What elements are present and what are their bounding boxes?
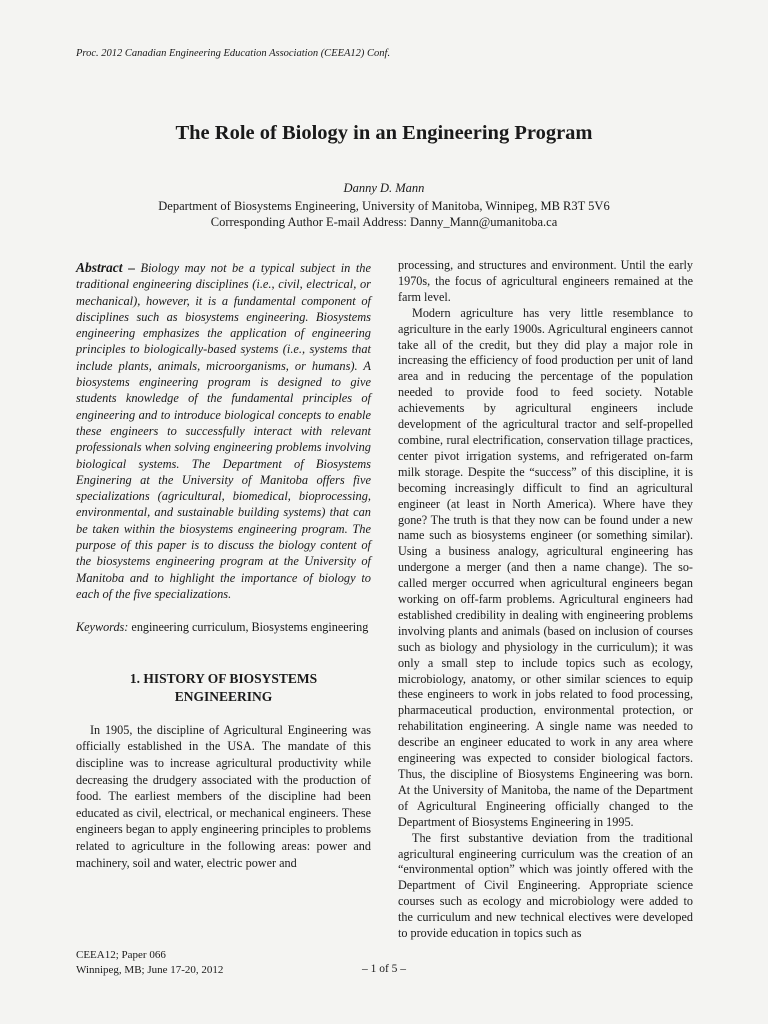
affiliation: Department of Biosystems Engineering, University of Manitoba, Winnipeg, MB R3T 5V6 bbox=[158, 199, 610, 213]
paragraph: The first substantive deviation from the traditional agricultural engineering curriculum was the creation of an “environmental option” which was jointly offered with the Department of Civil Engineering. Appropriate science courses such as ecology and microbiology were added to the curriculum and new technical electives were developed to provide education in topics such as bbox=[398, 830, 693, 941]
footer-paper-id: CEEA12; Paper 066 bbox=[76, 949, 166, 961]
section-paragraph: In 1905, the discipline of Agricultural Engineering was officially established in the USA. The mandate of this discipline was to increase agricultural productivity while decreasing the drudgery associated with the production of food. The earliest members of the discipline had been educated as civil, electrical, or mechanical engineers. These engineers began to apply engineering principles to problems related to agriculture in the following areas: power and machinery, soil and water, electric power and bbox=[76, 722, 371, 870]
paragraph: Modern agriculture has very little resemblance to agriculture in the early 1900s. Agricultural engineers cannot take all of the credit, but they did play a major role in increasing the efficiency of food production per unit of land area and in reducing the percentage of the population needed to provide food to feed society. Notable achievements by agricultural engineers include development of the agricultural tractor and self-propelled combine, rural electrification, conservation tillage practices, center pivot irrigation systems, and refrigerated on-farm milk storage. Despite the “success” of this discipline, it is becoming increasingly difficult to find an agricultural engineer (at least in North America). Where have they gone? The truth is that they now can be found under a new name such as biosystems engineer (or something similar). Using a business analogy, agricultural engineering has undergone a merger (and then a name change). The so-called merger occurred when agricultural engineers began working on off-farm problems. Agricultural engineers had established credibility in dealing with engineering problems involving plants and animals (based on inclusion of courses such as biology and physiology in the curriculum); it was only a small step to include topics such as ecology, microbiology, anatomy, or other similar sciences to equip these engineers to work in jobs related to food processing, pharmaceutical production, environmental protection, or rehabilitation engineering. A single name was needed to describe an engineer educated to work in any area where engineering was expected to consider biological factors. Thus, the discipline of Biosystems Engineering was born. At the University of Manitoba, the name of the Department of Agricultural Engineering officially changed to the Department of Biosystems Engineering in 1995. bbox=[398, 305, 693, 829]
abstract-text: Biology may not be a typical subject in the traditional engineering disciplines (i.e., civil, electrical, or mechanical), however, it is a fundamental component of disciplines such as biosystems engineering. Biosystems engineering emphasizes the application of engineering principles to biologically-based systems (i.e., systems that include plants, animals, microorganisms, or humans). A biosystems engineering program is designed to give students knowledge of the fundamental principles of engineering and to introduce biological concepts to enable these engineers to successfully interact with relevant professionals when solving engineering problems involving biological systems. The Department of Biosystems Enginering at the University of Manitoba offers five specializations (agricultural, biomedical, bioprocessing, environmental, and sustainable building systems) that can be taken within the biosystems engineering program. The purpose of this paper is to discuss the biology content of the biosystems engineering program at the University of Manitoba and to highlight the importance of biology to each of the five specializations. bbox=[76, 261, 371, 601]
running-header: Proc. 2012 Canadian Engineering Education Association (CEEA12) Conf. bbox=[76, 48, 391, 59]
author-name: Danny D. Mann bbox=[343, 181, 425, 195]
left-column bbox=[76, 260, 371, 871]
page-number: – 1 of 5 – bbox=[361, 963, 407, 975]
paragraph-continuation: processing, and structures and environment. Until the early 1970s, the focus of agricultural engineers remained at the farm level. bbox=[398, 258, 693, 304]
author-affiliation-block bbox=[0, 198, 768, 230]
keywords-text: engineering curriculum, Biosystems engineering bbox=[131, 620, 369, 635]
keywords-label: Keywords: bbox=[76, 620, 129, 635]
footer-location: Winnipeg, MB; June 17-20, 2012 bbox=[76, 964, 224, 976]
keywords bbox=[76, 619, 371, 636]
abstract bbox=[76, 260, 371, 602]
paper-title: The Role of Biology in an Engineering Program bbox=[175, 122, 593, 144]
contact-email: Corresponding Author E-mail Address: Danny_Mann@umanitoba.ca bbox=[210, 215, 558, 229]
section-heading: 1. HISTORY OF BIOSYSTEMS ENGINEERING bbox=[129, 670, 318, 704]
abstract-label: Abstract – bbox=[76, 260, 136, 275]
right-column bbox=[398, 258, 693, 942]
